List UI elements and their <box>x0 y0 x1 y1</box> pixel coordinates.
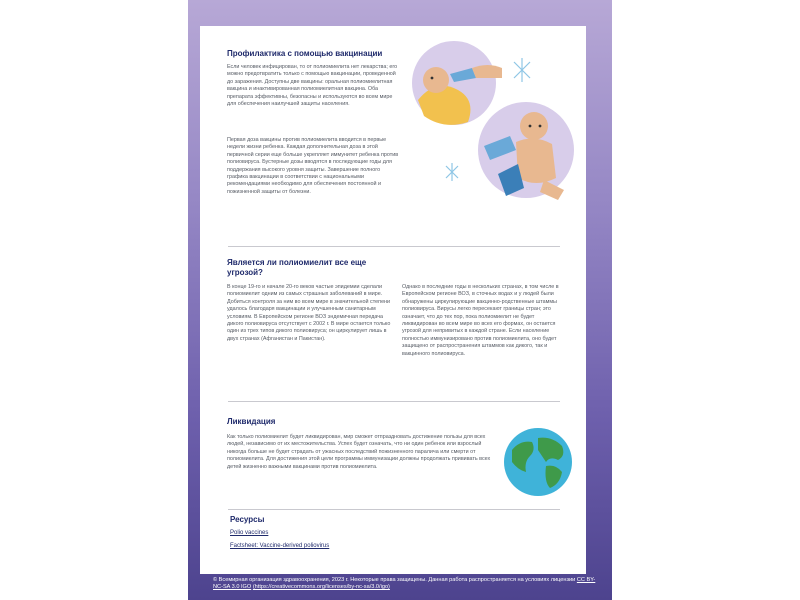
license-link[interactable]: CC BY-NC-SA 3.0 IGO <box>213 577 596 591</box>
footer-copyright <box>213 577 603 591</box>
eradication-paragraph: Как только полиомиелит будет ликвидирован, мир сможет отпраздновать достижение пользы для всех людей, независимо от их местожительства. Успех будет означать, что ни один ребенок или взрослый никогда больше не будет страдать от ужасных последствий пожизненного паралича или смерти от полиомиелита. Для достижения этой цели программы иммунизации должны продолжать прививать всех детей жизненно важными вакцинами против полиомиелита. <box>227 434 491 470</box>
globe-icon <box>502 426 574 498</box>
link-factsheet-vdpv[interactable]: Factsheet: Vaccine-derived poliovirus <box>230 543 330 549</box>
snowflake-icon-small <box>446 163 458 181</box>
snowflake-icon <box>514 58 530 82</box>
heading-vaccination: Профилактика с помощью вакцинации <box>227 49 383 58</box>
footer-text: © Всемирная организация здравоохранения, 2023 г. Некоторые права защищены. Данная работа распространяется на условиях лицензии <box>213 577 577 583</box>
link-polio-vaccines[interactable]: Polio vaccines <box>230 530 269 536</box>
heading-threat: Является ли полиомиелит все еще угрозой? <box>227 258 367 277</box>
threat-column-1: В конце 19-го и начале 20-го веков частые эпидемии сделали полиомиелит одним из самых страшных заболеваний в мире. Добиться контроля за ним во всем мире в значительной степени удалось благодаря вакцинации и улучшенным санитарным условиям. В Европейском регионе ВОЗ эндемичная передача дикого полиовируса отсутствует с 2002 г. В мире остается только один из трех типов дикого полиовируса; он циркулирует лишь в двух странах (Афганистан и Пакистан). <box>227 284 391 342</box>
vaccination-illustration <box>406 38 576 210</box>
heading-eradication: Ликвидация <box>227 417 276 426</box>
document-card <box>200 26 586 574</box>
resources-list <box>230 529 430 555</box>
section-divider-2 <box>228 401 560 402</box>
section-divider-3 <box>228 509 560 510</box>
threat-column-2: Однако в последние годы в нескольких странах, в том числе в Европейском регионе ВОЗ, в сточных водах и у людей были обнаружены циркулирующие вакцинно-родственные штаммы полиовируса. Вирусы легко пересекают границы стран; это означает, что до тех пор, пока полиомиелит не будет ликвидирован во всем мире во всех его формах, он остается угрозой для непривитых в каждой стране. Если население полностью иммунизировано против полиомиелита, оно будет защищено от распространения штаммов как дикого, так и вакцинного полиовируса. <box>402 284 559 357</box>
vaccination-paragraph-1: Если человек инфицирован, то от полиомиелита нет лекарства; его можно предотвратить только с помощью вакцинации, проведенной до заражения. Доступны две вакцины: оральная полиомиелитная вакцина и инактивированная полиомиелитная вакцина. Оба препарата эффективны, безопасны и используются во всем мире для обеспечения наилучшей защиты населения. <box>227 64 398 108</box>
vaccination-paragraph-2: Первая доза вакцины против полиомиелита вводится в первые недели жизни ребенка. Каждая дополнительная доза в этой первичной серии еще больше укрепляет иммунитет ребенка против полиовируса. Бустерные дозы вводятся в последующие годы для поддержания высокого уровня защиты. Завершение полного графика вакцинации в соответствии с национальными рекомендациями необходимо для обеспечения постоянной и пожизненной защиты от болезни. <box>227 137 399 195</box>
section-divider <box>228 246 560 247</box>
baby-injection-illustration <box>478 102 574 200</box>
baby-oral-vaccine-illustration <box>412 41 502 125</box>
license-url-link[interactable]: (https://creativecommons.org/licenses/by-nc-sa/3.0/igo) <box>252 584 390 591</box>
heading-resources: Ресурсы <box>230 515 265 524</box>
